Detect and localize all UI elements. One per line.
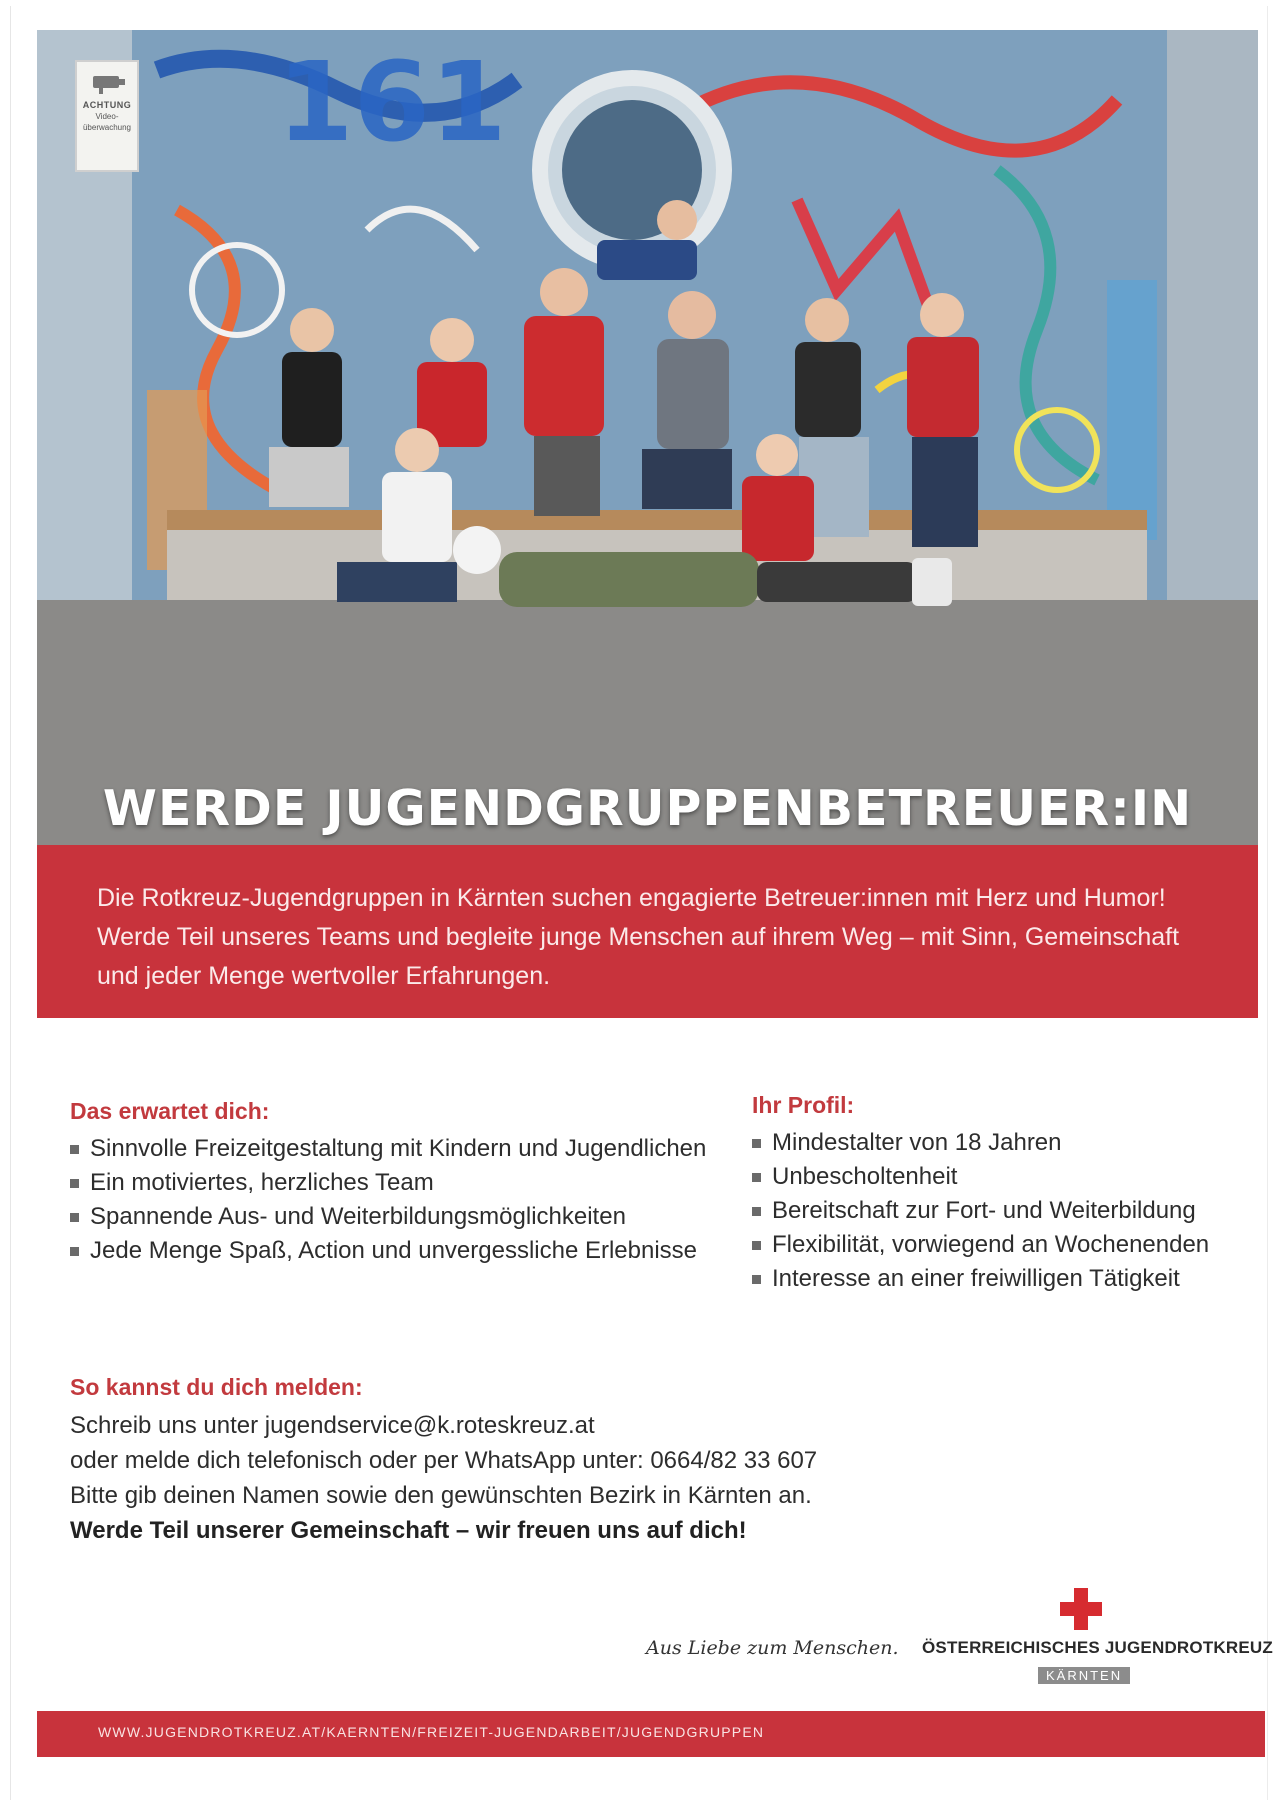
svg-text:161: 161 xyxy=(277,38,507,166)
contact-instruction-line: Bitte gib deinen Namen sowie den gewünschten Bezirk in Kärnten an. xyxy=(70,1482,812,1509)
organization-name: ÖSTERREICHISCHES JUGENDROTKREUZ xyxy=(922,1638,1273,1657)
list-item: Sinnvolle Freizeitgestaltung mit Kindern und Jugendlichen xyxy=(70,1132,730,1166)
slogan: Aus Liebe zum Menschen. xyxy=(646,1637,899,1659)
intro-text: Die Rotkreuz-Jugendgruppen in Kärnten suchen engagierte Betreuer:innen mit Herz und Humor! Werde Teil unseres Teams und begleite junge Menschen auf ihrem Weg – mit Sinn, Gemeinschaft und jeder Menge wertvoller Erfahrungen. xyxy=(97,884,1180,990)
contact-closing-line: Werde Teil unserer Gemeinschaft – wir freuen uns auf dich! xyxy=(70,1517,747,1544)
footer-url-link[interactable]: WWW.JUGENDROTKREUZ.AT/KAERNTEN/FREIZEIT-JUGENDARBEIT/JUGENDGRUPPEN xyxy=(98,1724,765,1740)
contact-email-line[interactable]: Schreib uns unter jugendservice@k.roteskreuz.at xyxy=(70,1412,595,1439)
profile-section xyxy=(752,1090,1252,1296)
expect-section xyxy=(70,1096,730,1268)
expect-heading: Das erwartet dich: xyxy=(70,1098,270,1124)
expect-list xyxy=(70,1132,730,1268)
list-item: Jede Menge Spaß, Action und unvergessliche Erlebnisse xyxy=(70,1234,730,1268)
group-photo-illustration xyxy=(37,30,1258,845)
page-title: WERDE JUGENDGRUPPENBETREUER:IN xyxy=(102,780,1193,837)
camera-icon xyxy=(89,70,127,94)
list-item: Unbescholtenheit xyxy=(752,1160,1252,1194)
list-item: Bereitschaft zur Fort- und Weiterbildung xyxy=(752,1194,1252,1228)
list-item: Ein motiviertes, herzliches Team xyxy=(70,1166,730,1200)
list-item: Mindestalter von 18 Jahren xyxy=(752,1126,1252,1160)
list-item: Interesse an einer freiwilligen Tätigkeit xyxy=(752,1262,1252,1296)
organization-region-badge: KÄRNTEN xyxy=(1038,1667,1130,1684)
contact-heading: So kannst du dich melden: xyxy=(70,1374,363,1400)
red-cross-icon xyxy=(1060,1588,1102,1630)
list-item: Flexibilität, vorwiegend an Wochenenden xyxy=(752,1228,1252,1262)
video-surveillance-sign xyxy=(75,60,139,172)
hero-photo xyxy=(37,30,1258,845)
profile-list xyxy=(752,1126,1252,1296)
sign-title: ACHTUNG xyxy=(82,100,132,110)
contact-section xyxy=(70,1372,1170,1548)
profile-heading: Ihr Profil: xyxy=(752,1092,855,1118)
footer-band xyxy=(37,1711,1265,1757)
intro-band xyxy=(37,845,1258,1018)
sign-subtitle: Video-überwachung xyxy=(82,112,132,132)
list-item: Spannende Aus- und Weiterbildungsmöglichkeiten xyxy=(70,1200,730,1234)
contact-phone-line[interactable]: oder melde dich telefonisch oder per WhatsApp unter: 0664/82 33 607 xyxy=(70,1447,818,1474)
